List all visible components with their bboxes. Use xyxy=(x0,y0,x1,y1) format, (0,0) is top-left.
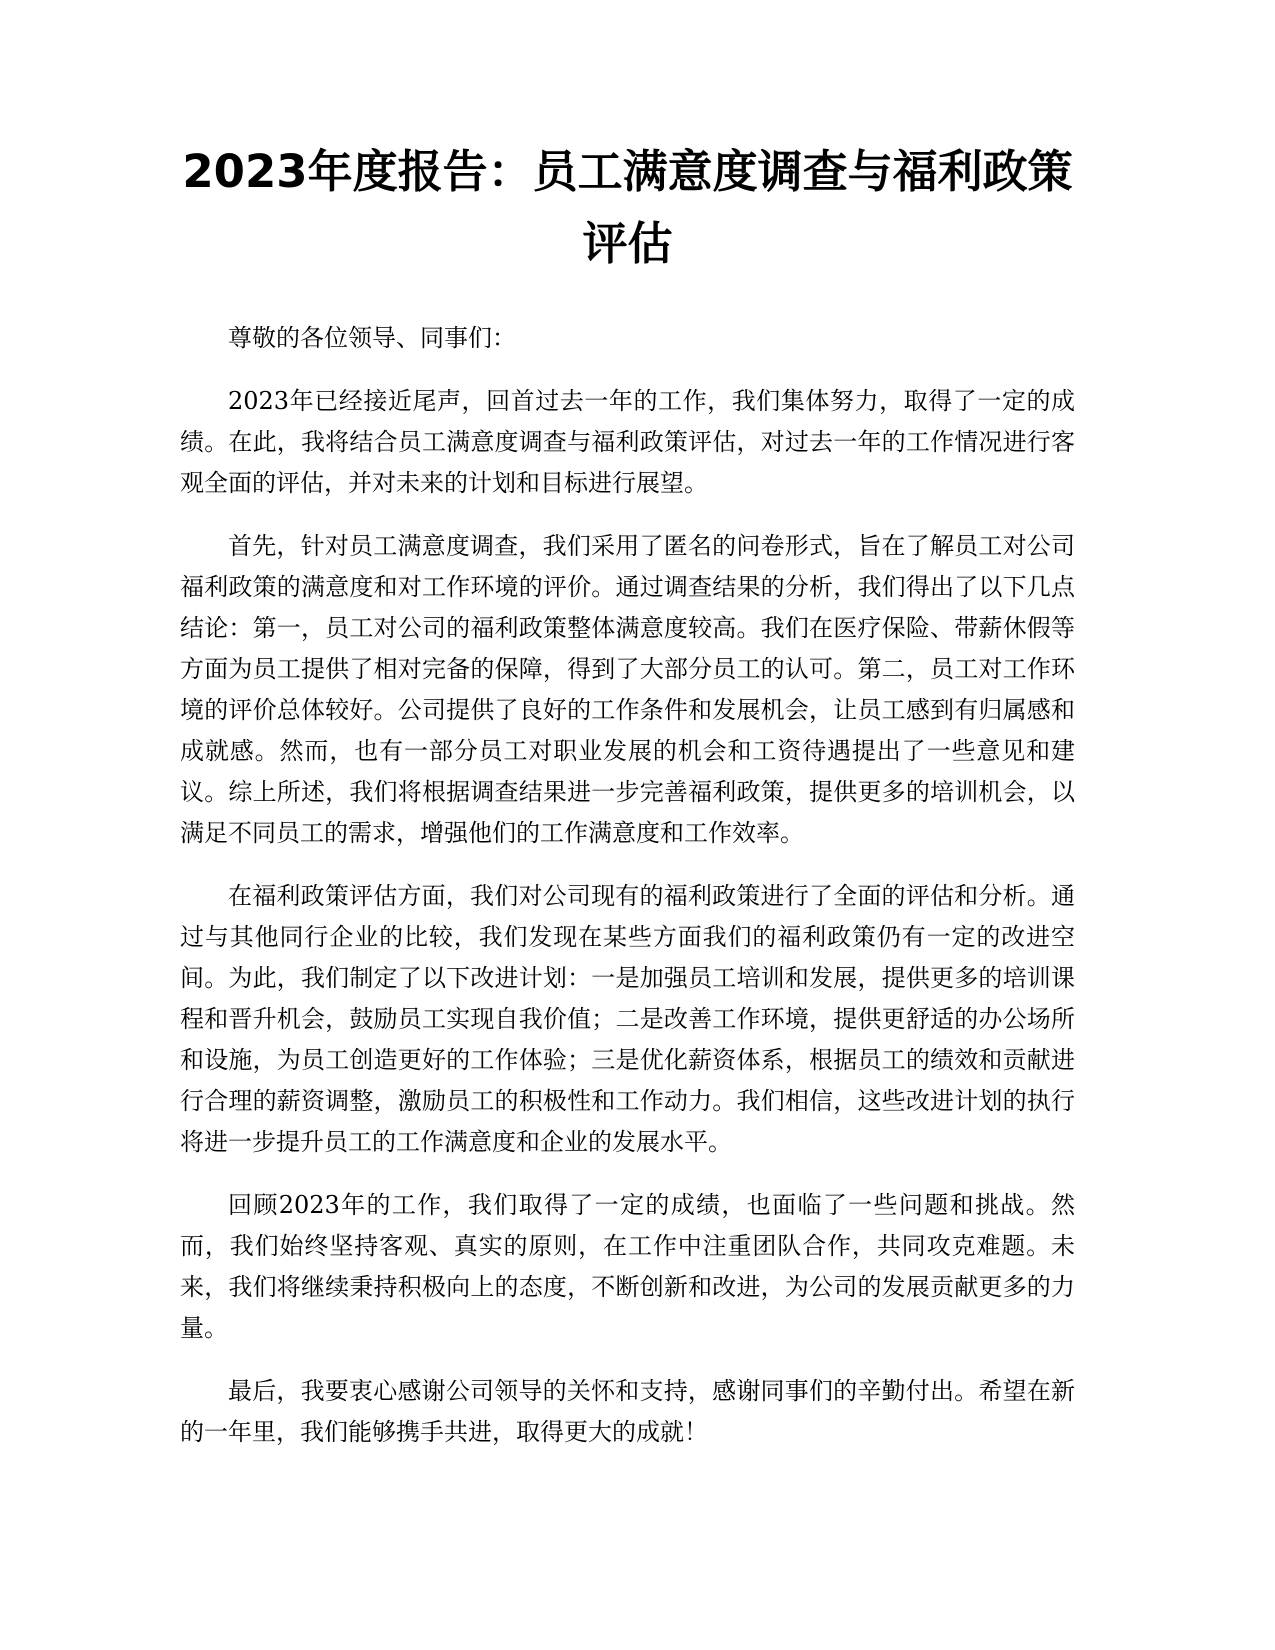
paragraph-policy-evaluation: 在福利政策评估方面，我们对公司现有的福利政策进行了全面的评估和分析。通过与其他同行企业的比较，我们发现在某些方面我们的福利政策仍有一定的改进空间。为此，我们制定了以下改进计划：一是加强员工培训和发展，提供更多的培训课程和晋升机会，鼓励员工实现自我价值；二是改善工作环境，提供更舒适的办公场所和设施，为员工创造更好的工作体验；三是优化薪资体系，根据员工的绩效和贡献进行合理的薪资调整，激励员工的积极性和工作动力。我们相信，这些改进计划的执行将进一步提升员工的工作满意度和企业的发展水平。 xyxy=(180,882,1075,1156)
document-body xyxy=(180,318,1075,1475)
paragraph-closing: 最后，我要衷心感谢公司领导的关怀和支持，感谢同事们的辛勤付出。希望在新的一年里，我们能够携手共进，取得更大的成就！ xyxy=(180,1377,1075,1446)
paragraph-intro: 2023年已经接近尾声，回首过去一年的工作，我们集体努力，取得了一定的成绩。在此，我将结合员工满意度调查与福利政策评估，对过去一年的工作情况进行客观全面的评估，并对未来的计划和目标进行展望。 xyxy=(180,387,1075,497)
paragraph-review: 回顾2023年的工作，我们取得了一定的成绩，也面临了一些问题和挑战。然而，我们始终坚持客观、真实的原则，在工作中注重团队合作，共同攻克难题。未来，我们将继续秉持积极向上的态度，不断创新和改进，为公司的发展贡献更多的力量。 xyxy=(180,1191,1075,1342)
page-title: 2023年度报告：员工满意度调查与福利政策评估 xyxy=(182,145,1073,270)
salutation: 尊敬的各位领导、同事们： xyxy=(228,324,516,352)
paragraph-survey: 首先，针对员工满意度调查，我们采用了匿名的问卷形式，旨在了解员工对公司福利政策的满意度和对工作环境的评价。通过调查结果的分析，我们得出了以下几点结论：第一，员工对公司的福利政策整体满意度较高。我们在医疗保险、带薪休假等方面为员工提供了相对完备的保障，得到了大部分员工的认可。第二，员工对工作环境的评价总体较好。公司提供了良好的工作条件和发展机会，让员工感到有归属感和成就感。然而，也有一部分员工对职业发展的机会和工资待遇提出了一些意见和建议。综上所述，我们将根据调查结果进一步完善福利政策，提供更多的培训机会，以满足不同员工的需求，增强他们的工作满意度和工作效率。 xyxy=(180,532,1075,847)
